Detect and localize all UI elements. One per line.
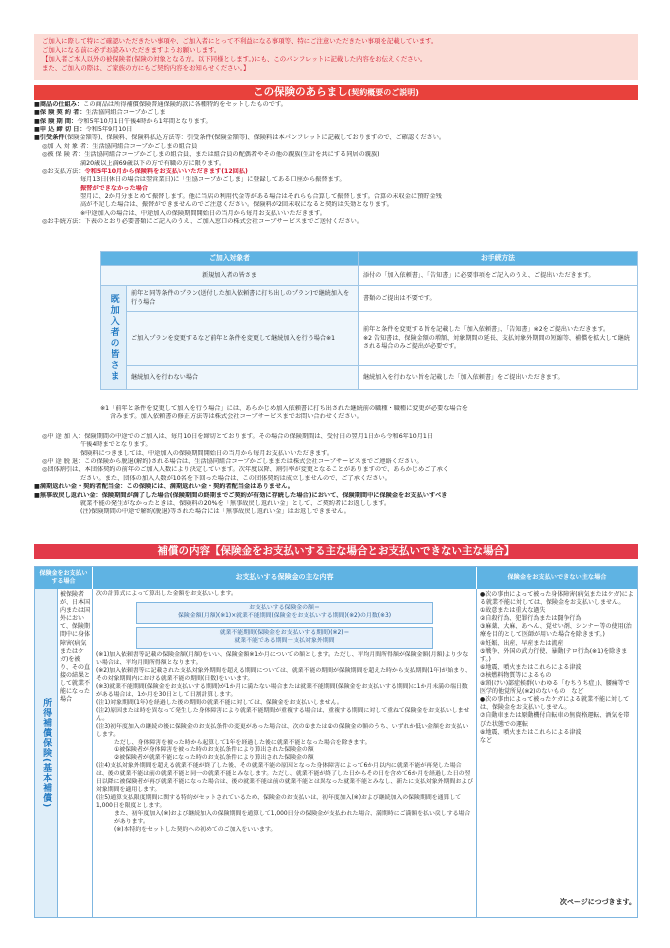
- cell-pay-content: [93, 589, 477, 917]
- cell-r2-proc: 前年と条件を変更する旨を記載した「加入依頼書」、「告知書」※2をご提出いただきます。: [363, 326, 610, 334]
- cell-r1: 前年と同等条件のプラン(送付した加入依頼書に打ち出しのプラン)で継続加入を行う場合: [127, 286, 359, 312]
- formula-line: お支払いする保険金の額＝: [249, 604, 320, 611]
- th-target: ご加入対象者: [101, 252, 359, 266]
- exclusion: ⑤戦争、外国の武力行使、暴動(テロ行為(※1)を除きます。): [480, 647, 628, 663]
- exclusion: ⑦自動車または原動機付自転車の無資格運転、酒気を帯びた状態での運転: [480, 712, 630, 728]
- cell-no-pay: [477, 589, 637, 917]
- content-note: また、初年度加入(※)および継続加入の保険期間を通算して1,000日分の保険金が支払われた場合、満期時にご満額を払い戻しする場合があります。: [114, 811, 471, 826]
- row-group-label: 所得補償保険(基本補償): [35, 589, 58, 917]
- item-value: 令和5年10月1日午後4時から1年間となります。: [77, 117, 212, 125]
- footnote-line: 含みます。加入依頼書の修正方法等は株式会社コープサービスまでお問い合わせください。: [110, 413, 363, 421]
- formula-box-2: [136, 627, 433, 649]
- notice-line: 【加入者ご本人以外の被保険者(保険の対象となる方。以下同様とします。)にも、このパンフレットに記載した内容をお伝えください。: [42, 54, 427, 63]
- section-subtitle: (契約概要のご説明): [347, 88, 419, 97]
- exclusion: ③麻薬、大麻、あへん、覚せい剤、シンナー等の使用(治療を目的として医師が用いた場合を除きます。): [480, 623, 632, 639]
- cell-r1-proc: 書類のご提出は不要です。: [359, 286, 638, 312]
- cell-new-proc: 添付の「加入依頼書」、「告知書」に必要事項をご記入のうえ、ご提出いただきます。: [359, 266, 638, 286]
- notice-line: また、ご加入の際は、ご家族の方にもご契約内容をお知らせください。】: [42, 63, 250, 72]
- note-line: ださい。また、団体の加入人数が10名を下回った場合は、この団体契約は成立しませんので、ご了承ください。: [80, 474, 391, 482]
- note-line: ◎中 途 脱 退：この保険から脱退(解約)される場合は、生活協同組合コープかごしままたは株式会社コープサービスまでご連絡ください。: [42, 458, 423, 466]
- target-line: ◎加 入 対 象 者：生活協同組合コープかごしまの組合員: [42, 142, 198, 150]
- exclusion: ②自殺行為、犯罪行為または闘争行為: [480, 615, 582, 623]
- content-note: (注4)支払対象外期間を超える就業不能が終了した後、その就業不能の原因となった身体障害によって6か月以内に就業不能が再発した場合は、後の就業不能は前の就業不能と同一の就業不能とみなします。ただし、就業不能が終了した日からその日を含めて6か月を経過した日の翌日以降に被保険者が再び就業不能になった場合は、後の就業不能は前の就業不能とは異なった就業不能とみなし、新たに支払対象外期間および対象期間を適用します。: [96, 763, 473, 794]
- coverage-table: [34, 566, 638, 918]
- exclusion: ④妊娠、出産、早産または流産: [480, 639, 564, 647]
- item-value: (保険金額等)、保険料、保険料払込方法等：引受条件(保険金額等)、保険料は本パンフレットに記載しておりますので、ご確認ください。: [64, 134, 446, 142]
- item-value: 生活協同組合コープかごしま: [85, 109, 166, 117]
- payment-red: 令和5年10月から保険料をお支払いいただきます(12回払): [84, 167, 248, 175]
- formula-line: 保険金額(月額)(※1)×就業不能期間(保険金をお支払いする期間)(※2)の月数(※3): [177, 612, 391, 619]
- formula-line: 就業不能期間(保険金をお支払いする期間)(※2)＝: [219, 629, 350, 636]
- item-value: この商品は所得補償保険普通保険約款に各種特約をセットしたものです。: [83, 101, 287, 108]
- note-line: 午後4時までとなります。: [80, 441, 152, 449]
- content-note: (※2)加入依頼書等に記載された支払対象外期間を超える期間については、就業不能の期間が保険期間を超えた時から支払期間(1年)が始まり、その対象期間内における就業不能の期間(日数)をいいます。: [96, 667, 471, 682]
- content-note: (注1)対象期間(1年)を経過した後の期間の就業不能に対しては、保険金をお支払いしません。: [96, 699, 343, 706]
- notice-line: ご加入に際して特にご確認いただきたい事項や、ご加入者にとって不利益になる事項等、特にご注意いただきたい事項を記載しています。: [42, 37, 438, 45]
- footnote-line: ※1「前年と条件を変更して加入を行う場合」には、あらかじめ加入依頼書に打ち出された継続前の職種・職種に変更が必要な場合を: [100, 405, 468, 412]
- item-key: ■保 険 期 間：: [34, 117, 78, 125]
- content-note: (※3)就業不能期間(保険金をお支払いする期間)が1か月に満たない場合または就業不能期間(保険金をお支払いする期間)に1か月未満の端日数がある場合は、1か月を30日として日割計算します。: [96, 683, 468, 698]
- formula-box-1: [136, 602, 433, 624]
- exclusion: ●次の事由によって被ったケガによる就業不能に対しては、保険金をお支払いしません。: [480, 696, 630, 712]
- section-title-overview: [34, 85, 638, 100]
- note-line: ■無事故戻し返れい金：保険期間が満了した場合(保険期間の終期までご契約が有効に存続した場合)において、保険期間中に保険金をお支払いすべき: [34, 491, 448, 499]
- overview-text: [34, 101, 638, 226]
- note-line: ◎団体割引は、本団体契約の前年のご加入人数により決定しています。次年度以降、割引率が変更となることがありますので、あらかじめご了承く: [42, 466, 449, 474]
- group-existing: 既加入者の皆さま: [101, 286, 127, 390]
- exclusion: ⑧頸(けい)部症候群(いわゆる「むちうち症」)、腰痛等で医学的他覚所見(※2)のないもの など: [480, 680, 630, 696]
- section-title-text: この保険のあらまし: [253, 86, 348, 98]
- note-line: 就業不能の発生がなかったときは、保険料の20%を「無事故戻し返れい金」として、ご契約者にお返しします。: [80, 499, 391, 507]
- notice-line: ご加入になる前に必ずお読みいただきますようお願いします。: [42, 45, 221, 54]
- table-footnote: [34, 405, 638, 422]
- payment-fail: 振替ができなかった場合: [80, 184, 149, 192]
- content-note: ただし、身体障害を被った時から起算して1年を経過した後に就業不能となった場合を除きます。: [114, 739, 371, 746]
- content-note: (注5)通算支払限度期間に関する特約がセットされているため、保険金のお支払いは、初年度加入(※)および継続加入の保険期間を通算して1,000日を限度とします。: [96, 795, 462, 810]
- section-title-coverage: 補償の内容【保険金をお支払いする主な場合とお支払いできない主な場合】: [34, 544, 638, 559]
- content-intro: 次の計算式によって算出した金額をお支払いします。: [96, 591, 237, 597]
- th-pay-content: お支払いする保険金の主な内容: [93, 567, 477, 589]
- cell-r3-proc: 継続加入を行わない旨を記載した「加入依頼書」をご提出いただきます。: [359, 366, 638, 390]
- th-pay-case: 保険金をお支払いする場合: [35, 567, 93, 589]
- note-line: (注)保険期間の中途で解約(脱退)等された場合には「無事故戻し返れい金」はお返しできません。: [80, 508, 350, 516]
- content-note: ①被保険者が身体障害を被った時のお支払条件により算出された保険金の額: [114, 747, 314, 754]
- payment-label: ◎お支払方法：: [42, 167, 85, 175]
- cell-r2-note: ※2 告知書は、保険金額の増額、対象期間の延長、支払対象外期間の短縮等、補償を拡大して継続される場合のみご提出が必要です。: [363, 334, 630, 350]
- th-no-pay: 保険金をお支払いできない主な場合: [507, 573, 607, 581]
- content-note: (※1)加入依頼書等記載の保険金額(月額)をいい、保険金額※1か月についての額とします。ただし、平均月間所得額が保険金額(月額)より少ない場合は、平均月間所得額となります。: [96, 651, 469, 666]
- exclusion: ⑥地震、噴火またはこれらによる津波: [480, 663, 582, 671]
- item-key: ■商品の仕組み：: [34, 101, 84, 108]
- payment-line: ※中途加入の場合は、中途加入の保険期間開始日の当月から毎月お支払いいただきます。: [80, 209, 326, 217]
- content-note: ②被保険者が就業不能になった時のお支払条件により算出された保険金の額: [114, 755, 314, 762]
- exclusion: ①故意または重大な過失: [480, 607, 546, 615]
- cell-new: 新規加入者の皆さま: [101, 266, 359, 286]
- cell-r2: ご加入プランを変更するなど前年と条件を変更して継続加入を行う場合※1: [127, 312, 359, 366]
- note-line: ◎中 途 加 入：保険期間の中途でのご加入は、毎月10日を締切とております。その場合の保険期間は、受付日の翌月1日から令和6年10月1日: [42, 433, 434, 440]
- exclusion: ●次の事由によって被った身体障害(病気またはケガ)による就業不能に対しては、保険金をお支払いしません。: [480, 591, 634, 607]
- continue-next-page: 次ページにつづきます。: [559, 898, 636, 906]
- exclusion: ⑧地震、噴火またはこれらによる津波 など: [480, 728, 630, 744]
- procedure-line: ◎お手続方法：下表のとおり必要書類にご記入のうえ、ご加入窓口の株式会社コープサービスまでご送付ください。: [42, 218, 364, 226]
- note-line: ■満期返れい金・契約者配当金：この保険には、満期返れい金・契約者配当金はありません。: [34, 483, 294, 491]
- cell-r3: 継続加入を行わない場合: [127, 366, 359, 390]
- cell-pay-case: 被保険者が、日本国内または国外において、保険期間中に身体障害(病気またはケガ)を被り、その直接の結果として就業不能になった場合: [58, 589, 93, 917]
- payment-line: 毎月13日(休日の場合は翌営業日)に「生協コープかごしま」に登録してある口座から振替ます。: [80, 176, 346, 184]
- th-procedure: お手続方法: [359, 252, 638, 266]
- formula-line: 就業不能である期間－支払対象外期間: [234, 637, 335, 644]
- payment-line: 翌月に、2か月分まとめて振替します。他に当店の利用代金等がある場合はそれらも合算して振替します。合算の未収金に預貯金残: [80, 192, 442, 200]
- insured-line: ◎被 保 険 者：生活協同組合コープかごしまの組合員、または組合員の配偶者やその他の親族(生計を共にする同居の親族): [42, 151, 380, 159]
- notice-box: [34, 34, 638, 80]
- insured-age: 満20歳以上満69歳以下の方で有職の方に限ります。: [80, 159, 226, 167]
- item-value: 令和5年9月10日: [85, 126, 133, 134]
- item-key: ■申 込 締 切 日：: [34, 126, 86, 134]
- other-notes: [34, 433, 638, 517]
- note-line: 保険料につきましては、中途加入の保険期間開始日の当月から毎月お支払いいただきます。: [80, 449, 334, 457]
- item-key: ■保 険 契 約 者：: [34, 109, 86, 117]
- content-note: (注2)原因または時を異なって発生した身体障害により就業不能期間が重複する場合は、重複する期間に対して重ねて保険金をお支払いしません。: [96, 707, 470, 722]
- exclusion: ⑦核燃料物質等によるもの: [480, 671, 552, 679]
- content-note: (※)本特約をセットした契約への初めてのご加入をいいます。: [114, 827, 277, 834]
- procedure-table: [100, 251, 638, 390]
- payment-line: 高が不足した場合は、振替ができませんのでご注意ください。保険料が2回未収になると契約は失効となります。: [80, 201, 393, 209]
- content-note: (注3)初年度加入の継続の後に保険金のお支払条件の変更があった場合は、次の①または②の保険金の額のうち、いずれか低い金額をお支払いします。: [96, 723, 469, 738]
- item-key: ■引受条件: [34, 134, 65, 142]
